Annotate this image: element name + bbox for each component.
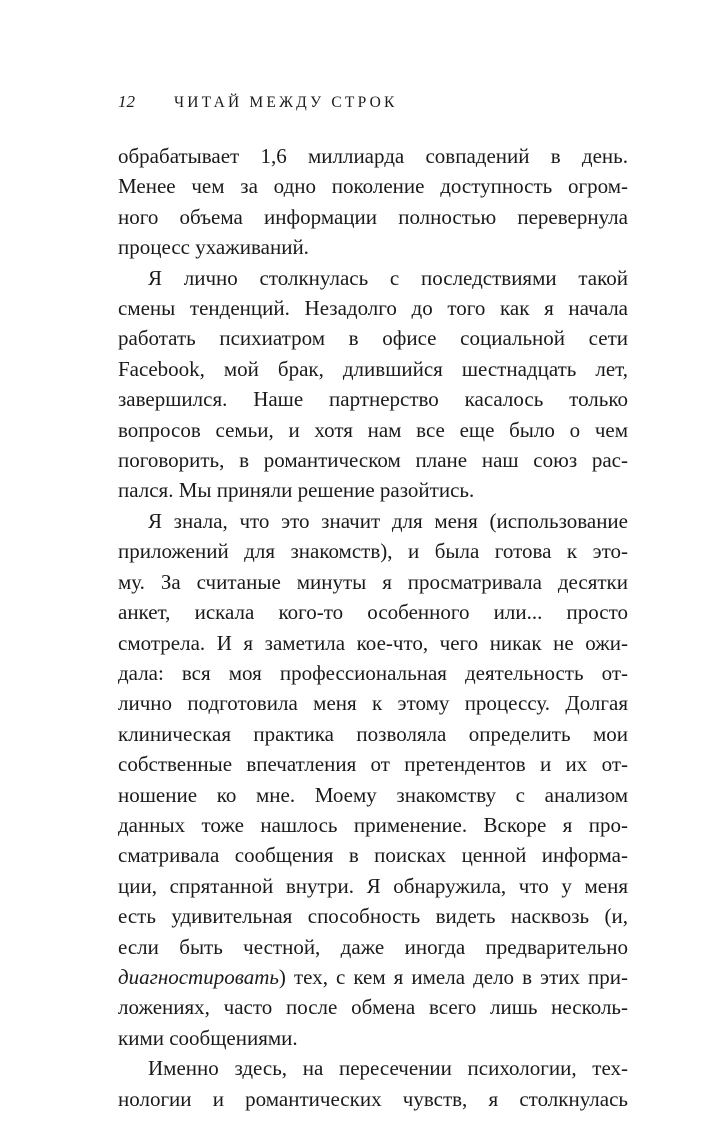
text-line: ции, спрятанной внутри. Я обнаружила, что у меня (118, 873, 628, 898)
book-page (118, 92, 628, 1114)
text-line: смотрела. И я заметила кое-что, чего никак не ожи- (118, 630, 628, 655)
text-line: поговорить, в романтическом плане наш союз рас- (118, 448, 628, 473)
text-line: ложениях, часто после обмена всего лишь несколь- (118, 995, 628, 1020)
text-line: если быть честной, даже иногда предварительно (118, 934, 628, 959)
text-line: вопросов семьи, и хотя нам все еще было о чем (118, 417, 628, 442)
text-line: ношение ко мне. Моему знакомству с анализом (118, 782, 628, 807)
text-line: ного объема информации полностью перевернула (118, 204, 628, 229)
body-text (118, 141, 628, 1114)
text-line: процесс ухаживаний. (118, 235, 309, 260)
text-line: дала: вся моя профессиональная деятельность от- (118, 660, 628, 685)
paragraph-first-line: Я знала, что это значит для меня (использование (148, 508, 628, 533)
text-line: пался. Мы приняли решение разойтись. (118, 478, 475, 503)
text-line: Facebook, мой брак, длившийся шестнадцать лет, (118, 356, 628, 381)
text-line: завершился. Наше партнерство касалось только (118, 387, 628, 412)
text-line: приложений для знакомств), и была готова к это- (118, 539, 628, 564)
text-line: собственные впечатления от претендентов и их от- (118, 752, 628, 777)
italic-phrase: диагностировать (118, 964, 279, 989)
text-line: клиническая практика позволяла определить мои (118, 721, 628, 746)
text-line: смены тенденций. Незадолго до того как я начала (118, 296, 628, 321)
paragraph-first-line: Я лично столкнулась с последствиями такой (148, 265, 628, 290)
text-line: му. За считаные минуты я просматривала десятки (118, 569, 628, 594)
page-number: 12 (118, 92, 135, 111)
text-line: есть удивительная способность видеть насквозь (и, (118, 904, 628, 929)
text-line: работать психиатром в офисе социальной сети (118, 326, 628, 351)
text-line: обрабатывает 1,6 миллиарда совпадений в день. (118, 144, 628, 168)
italic-suffix: ) (278, 964, 286, 989)
text-line: нологии и романтических чувств, я столкнулась (118, 1086, 628, 1111)
paragraph-first-line: Именно здесь, на пересечении психологии, тех- (148, 1056, 628, 1081)
text-line-rest: тех, с кем я имела дело в этих при- (293, 964, 628, 989)
text-line: Менее чем за одно поколение доступность огром- (118, 174, 628, 199)
text-line: данных тоже нашлось применение. Вскоре я про- (118, 812, 628, 837)
text-line: сматривала сообщения в поисках ценной информа- (118, 843, 628, 868)
page-header (118, 92, 628, 122)
text-line: кими сообщениями. (118, 1025, 298, 1050)
text-line-with-italic (118, 962, 628, 992)
text-line: лично подготовила меня к этому процессу. Долгая (118, 691, 628, 716)
text-line: анкет, искала кого-то особенного или... просто (118, 600, 628, 625)
running-head: ЧИТАЙ МЕЖДУ СТРОК (174, 94, 398, 111)
